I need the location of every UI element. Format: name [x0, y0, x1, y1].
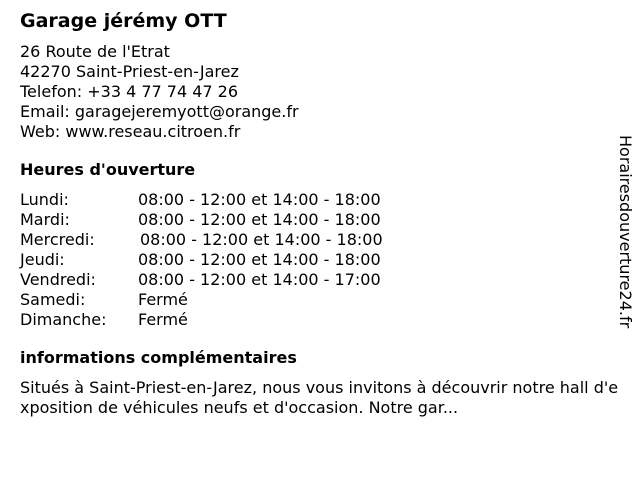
day-hours: 08:00 - 12:00 et 14:00 - 18:00	[140, 230, 383, 249]
email-address: Email: garagejeremyott@orange.fr	[20, 102, 299, 121]
hours-row-mardi	[20, 210, 610, 230]
day-label: Mercredi:	[20, 230, 95, 249]
day-label: Dimanche:	[20, 310, 107, 329]
info-title: informations complémentaires	[20, 348, 297, 367]
day-hours: 08:00 - 12:00 et 14:00 - 18:00	[138, 250, 381, 269]
day-hours: 08:00 - 12:00 et 14:00 - 18:00	[138, 210, 381, 229]
phone-number: Telefon: +33 4 77 74 47 26	[20, 82, 239, 101]
hours-table	[20, 190, 610, 330]
address-line-2: 42270 Saint-Priest-en-Jarez	[20, 62, 239, 81]
info-text: Situés à Saint-Priest-en-Jarez, nous vous invitons à découvrir notre hall d'exposition de véhicules neufs et d'occasion. Notre gar...	[20, 378, 619, 417]
website: Web: www.reseau.citroen.fr	[20, 122, 241, 141]
day-hours: 08:00 - 12:00 et 14:00 - 18:00	[138, 190, 381, 209]
hours-row-dimanche	[20, 310, 610, 330]
day-label: Mardi:	[20, 210, 70, 229]
day-hours: Fermé	[138, 290, 188, 309]
business-card	[20, 8, 619, 418]
hours-row-samedi	[20, 290, 610, 310]
day-hours: 08:00 - 12:00 et 14:00 - 17:00	[138, 270, 381, 289]
day-label: Jeudi:	[20, 250, 65, 269]
address-line-1: 26 Route de l'Etrat	[20, 42, 170, 61]
day-label: Lundi:	[20, 190, 69, 209]
site-watermark: Horairesdouverture24.fr	[616, 135, 635, 329]
business-name: Garage jérémy OTT	[20, 10, 227, 32]
hours-row-vendredi	[20, 270, 610, 290]
hours-row-lundi	[20, 190, 610, 210]
hours-row-jeudi	[20, 250, 610, 270]
day-label: Vendredi:	[20, 270, 96, 289]
hours-title: Heures d'ouverture	[20, 160, 196, 179]
day-hours: Fermé	[138, 310, 188, 329]
hours-row-mercredi	[20, 230, 610, 250]
day-label: Samedi:	[20, 290, 86, 309]
